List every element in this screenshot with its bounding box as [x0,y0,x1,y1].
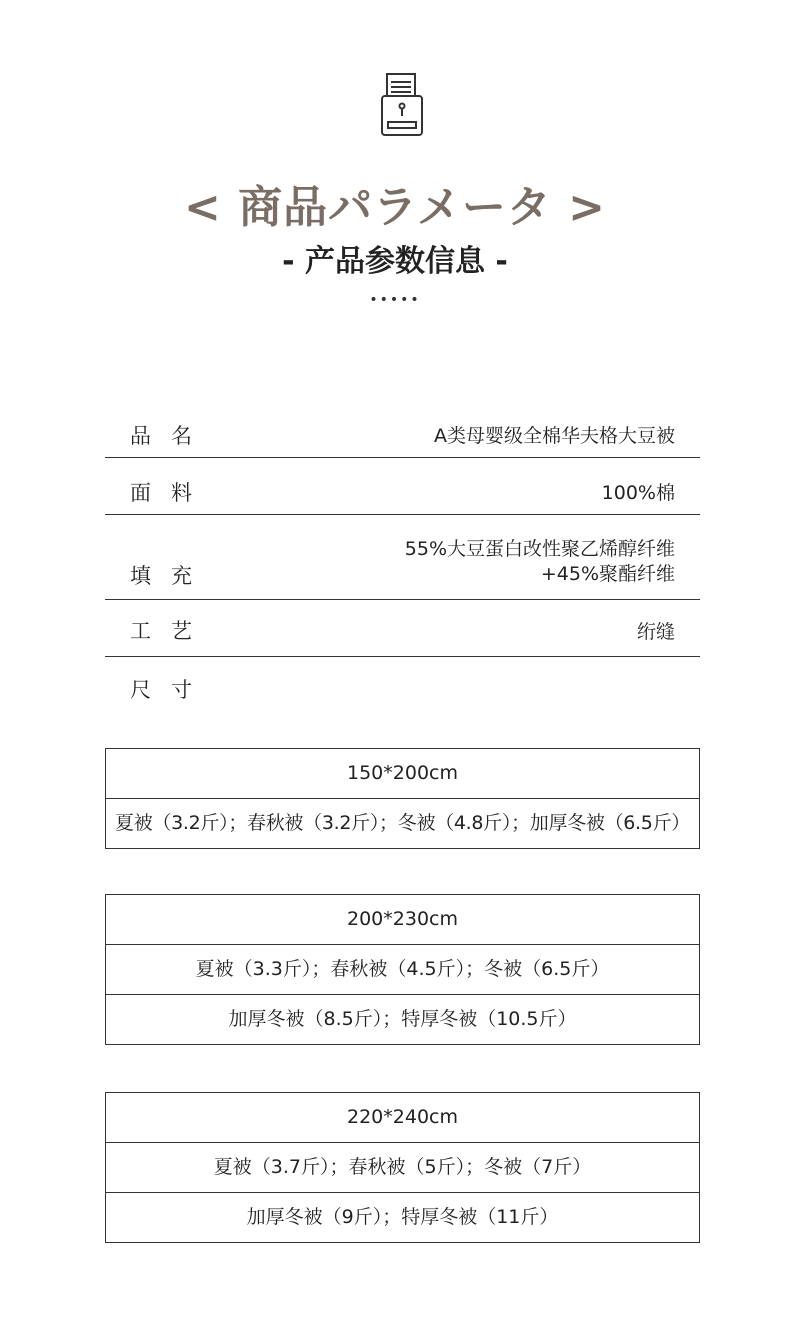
spec-list [105,415,700,725]
spec-label: 尺寸 [130,678,212,702]
spec-label: 品名 [130,424,212,448]
spec-row-filling [105,515,700,600]
spec-value-line2: +45%聚酯纤维 [540,563,675,585]
size-header: 200*230cm [347,908,458,930]
size-table-150x200 [105,748,700,849]
page-title: < 商品パラメータ > [183,182,607,233]
spec-value-line1: 55%大豆蛋白改性聚乙烯醇纤维 [404,538,675,560]
spec-value: 绗缝 [636,621,675,643]
size-row: 夏被（3.3斤）；春秋被（4.5斤）；冬被（6.5斤） [106,944,699,994]
size-table-220x240 [105,1092,700,1243]
size-row: 加厚冬被（9斤）；特厚冬被（11斤） [106,1192,699,1242]
decorative-dots: ••••• [369,292,421,308]
spec-row-fabric [105,458,700,515]
document-box-icon [377,70,427,140]
size-header: 220*240cm [347,1106,458,1128]
size-row: 夏被（3.2斤）；春秋被（3.2斤）；冬被（4.8斤）；加厚冬被（6.5斤） [106,798,699,848]
size-table-200x230 [105,894,700,1045]
page-subtitle: - 产品参数信息 - [282,244,508,279]
spec-label: 工艺 [130,619,212,643]
spec-row-size [105,657,700,717]
spec-row-name [105,415,700,458]
size-header: 150*200cm [347,762,458,784]
spec-label: 面料 [130,481,212,505]
spec-row-craft [105,600,700,657]
spec-value: A类母婴级全棉华夫格大豆被 [434,425,675,447]
size-row: 加厚冬被（8.5斤）；特厚冬被（10.5斤） [106,994,699,1044]
spec-value: 100%棉 [601,482,675,504]
size-row: 夏被（3.7斤）；春秋被（5斤）；冬被（7斤） [106,1142,699,1192]
spec-label: 填充 [130,564,212,588]
